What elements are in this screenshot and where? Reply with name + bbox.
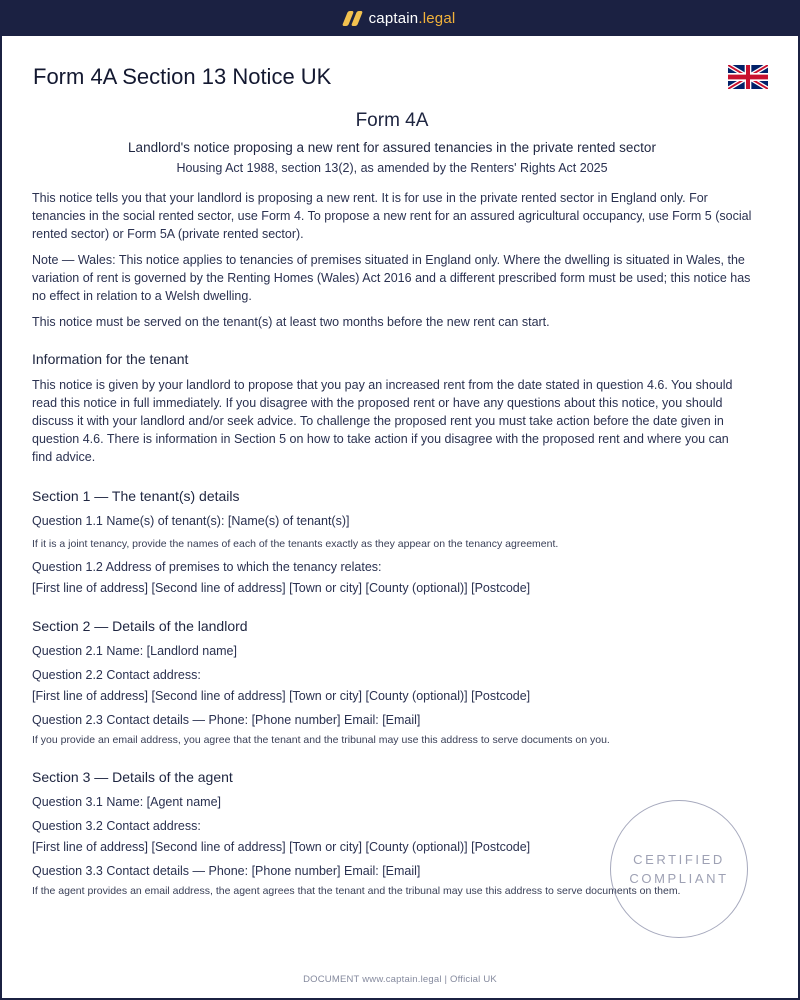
service-period-paragraph: This notice must be served on the tenant(s) at least two months before the new rent can start. (32, 315, 550, 329)
section-2 (32, 618, 752, 747)
question-3-1: Question 3.1 Name: [Agent name] (32, 795, 221, 809)
section-1-heading: Section 1 — The tenant(s) details (32, 488, 240, 504)
form-name: Form 4A (355, 110, 429, 131)
question-2-1: Question 2.1 Name: [Landlord name] (32, 644, 237, 658)
certified-compliant-stamp (610, 800, 748, 938)
stamp-line-2: COMPLIANT (629, 871, 729, 886)
form-act-reference: Housing Act 1988, section 13(2), as amended by the Renters' Rights Act 2025 (176, 161, 608, 175)
question-2-2: Question 2.2 Contact address: (32, 668, 201, 682)
info-heading: Information for the tenant (32, 351, 189, 367)
question-1-1: Question 1.1 Name(s) of tenant(s): [Name(s) of tenant(s)] (32, 514, 350, 528)
question-2-3-note: If you provide an email address, you agree that the tenant and the tribunal may use this address to serve documents on you. (32, 734, 610, 746)
page-title: Form 4A Section 13 Notice UK (33, 64, 332, 89)
uk-flag-icon[interactable] (728, 65, 768, 89)
stamp-line-1: CERTIFIED (633, 852, 725, 867)
page-footer: DOCUMENT www.captain.legal | Official UK (303, 974, 497, 985)
question-3-2: Question 3.2 Contact address: (32, 819, 201, 833)
question-1-2-value: [First line of address] [Second line of address] [Town or city] [County (optional)] [Postcode] (32, 581, 531, 595)
intro-paragraph: This notice tells you that your landlord is proposing a new rent. It is for use in the private rented sector in England only. For tenancies in the social rented sector, use Form 4. To propose a new rent for an assured agricultural occupancy, use Form 5 (social rented sector) or Form 5A (private rented sector). (32, 191, 752, 241)
brand-name-accent: .legal (418, 9, 456, 27)
question-1-1-note: If it is a joint tenancy, provide the names of each of the tenants exactly as they appear on the tenancy agreement. (32, 538, 559, 550)
document-sheet (2, 36, 798, 998)
question-3-3-note: If the agent provides an email address, the agent agrees that the tenant and the tribunal may use this address to serve documents on them. (32, 885, 681, 897)
section-1 (32, 488, 752, 596)
brand[interactable] (345, 10, 456, 27)
brand-name-main: captain (368, 9, 419, 27)
question-3-2-value: [First line of address] [Second line of address] [Town or city] [County (optional)] [Postcode] (32, 840, 531, 854)
question-1-2: Question 1.2 Address of premises to which the tenancy relates: (32, 560, 382, 574)
question-3-3: Question 3.3 Contact details — Phone: [Phone number] Email: [Email] (32, 864, 421, 878)
top-bar (0, 0, 800, 36)
double-slash-logo-icon (345, 11, 360, 26)
form-content (32, 108, 752, 906)
brand-name (369, 10, 456, 27)
section-3-heading: Section 3 — Details of the agent (32, 769, 233, 785)
wales-note-paragraph: Note — Wales: This notice applies to tenancies of premises situated in England only. Where the dwelling is situated in Wales, the variation of rent is governed by the Renting Homes (Wales) Act 2016 and a different prescribed form must be used; this notice has no effect in relation to a Welsh dwelling. (32, 253, 751, 303)
section-2-heading: Section 2 — Details of the landlord (32, 618, 248, 634)
info-paragraph: This notice is given by your landlord to propose that you pay an increased rent from the date stated in question 4.6. You should read this notice in full immediately. If you disagree with the proposed rent or have any questions about this notice, you should discuss it with your landlord and/or seek advice. To challenge the proposed rent you must take action before the date given in question 4.6. There is information in Section 5 on how to take action if you disagree with the proposed rent and where you can find advice. (32, 378, 733, 464)
form-subtitle: Landlord's notice proposing a new rent for assured tenancies in the private rented sector (128, 140, 656, 155)
question-2-3: Question 2.3 Contact details — Phone: [Phone number] Email: [Email] (32, 713, 421, 727)
question-2-2-value: [First line of address] [Second line of address] [Town or city] [County (optional)] [Postcode] (32, 689, 531, 703)
